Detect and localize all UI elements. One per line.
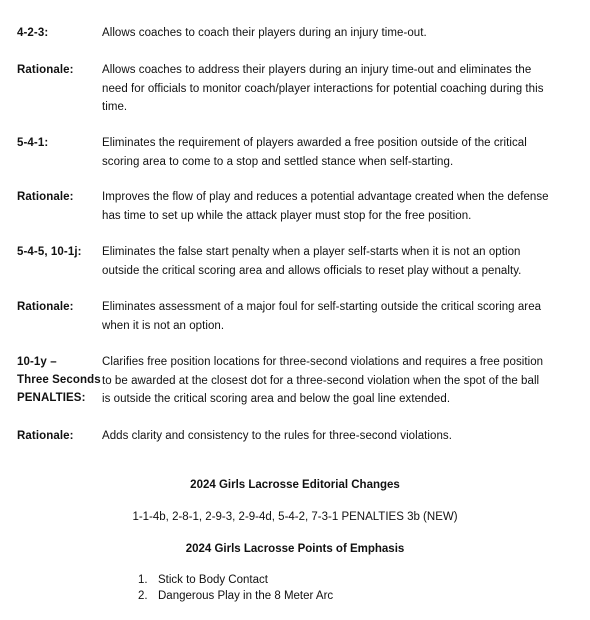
rule-text xyxy=(102,243,576,280)
rule-label xyxy=(17,243,101,261)
rationale-label xyxy=(17,427,101,445)
rule-label-line: 5-4-5, 10-1j: xyxy=(17,246,82,258)
rule-text xyxy=(102,24,576,43)
rationale-text-line: Improves the flow of play and reduces a potential advantage created when the defense xyxy=(102,191,549,203)
rationale-text xyxy=(102,298,576,335)
rationale-label-line: Rationale: xyxy=(17,301,74,313)
list-item-text: Stick to Body Contact xyxy=(158,574,268,586)
rationale-text xyxy=(102,61,576,117)
rationale-label-line: Rationale: xyxy=(17,191,74,203)
rule-label-line: 10-1y – xyxy=(17,356,57,368)
rule-text-line: Allows coaches to coach their players during an injury time-out. xyxy=(102,27,427,39)
rationale-text-line: time. xyxy=(102,101,128,113)
rationale-text-line: Allows coaches to address their players during an injury time-out and eliminates the xyxy=(102,64,532,76)
rationale-label-line: Rationale: xyxy=(17,64,74,76)
rule-label-line: 5-4-1: xyxy=(17,137,49,149)
rule-text-line: Clarifies free position locations for three-second violations and requires a free position xyxy=(102,356,544,368)
rule-label-line: Three Seconds xyxy=(17,374,101,386)
rule-label-line: PENALTIES: xyxy=(17,392,86,404)
emphasis-heading: 2024 Girls Lacrosse Points of Emphasis xyxy=(185,543,405,555)
editorial-heading: 2024 Girls Lacrosse Editorial Changes xyxy=(190,479,400,491)
rule-text xyxy=(102,134,576,171)
rule-label-line: 4-2-3: xyxy=(17,27,49,39)
rationale-label xyxy=(17,298,101,316)
list-item-number: 2. xyxy=(138,590,148,602)
rule-text xyxy=(102,353,576,409)
rationale-text-line: Adds clarity and consistency to the rules for three-second violations. xyxy=(102,430,452,442)
rationale-text-line: need for officials to monitor coach/player interactions for potential coaching during this xyxy=(102,82,544,95)
rule-label xyxy=(17,353,101,407)
rationale-text-line: Eliminates assessment of a major foul for self-starting outside the critical scoring area xyxy=(102,301,542,313)
rationale-text xyxy=(102,188,576,225)
rule-text-line: to be awarded at the closest dot for a three-second violation when the spot of the ball xyxy=(102,374,540,387)
rule-label xyxy=(17,134,101,152)
list-item-number: 1. xyxy=(138,574,148,586)
emphasis-list xyxy=(138,572,333,604)
rationale-text-line: when it is not an option. xyxy=(102,319,225,332)
rule-text-line: scoring area to come to a stop and settled stance when self-starting. xyxy=(102,155,454,168)
list-item-text: Dangerous Play in the 8 Meter Arc xyxy=(158,590,334,602)
rule-text-line: Eliminates the requirement of players awarded a free position outside of the critical xyxy=(102,137,527,149)
rationale-label xyxy=(17,61,101,79)
rule-label xyxy=(17,24,101,42)
rationale-text-line: has time to set up while the attack player must stop for the free position. xyxy=(102,209,472,222)
rationale-text xyxy=(102,427,576,446)
list-item xyxy=(138,588,333,604)
rationale-label xyxy=(17,188,101,206)
rationale-label-line: Rationale: xyxy=(17,430,74,442)
rule-text-line: outside the critical scoring area and allows officials to reset play without a penalty. xyxy=(102,264,522,277)
rule-text-line: Eliminates the false start penalty when a player self-starts when it is not an option xyxy=(102,246,521,258)
rule-text-line: is outside the critical scoring area and below the goal line extended. xyxy=(102,393,451,405)
editorial-text: 1-1-4b, 2-8-1, 2-9-3, 2-9-4d, 5-4-2, 7-3-1 PENALTIES 3b (NEW) xyxy=(132,511,458,523)
list-item xyxy=(138,572,333,588)
